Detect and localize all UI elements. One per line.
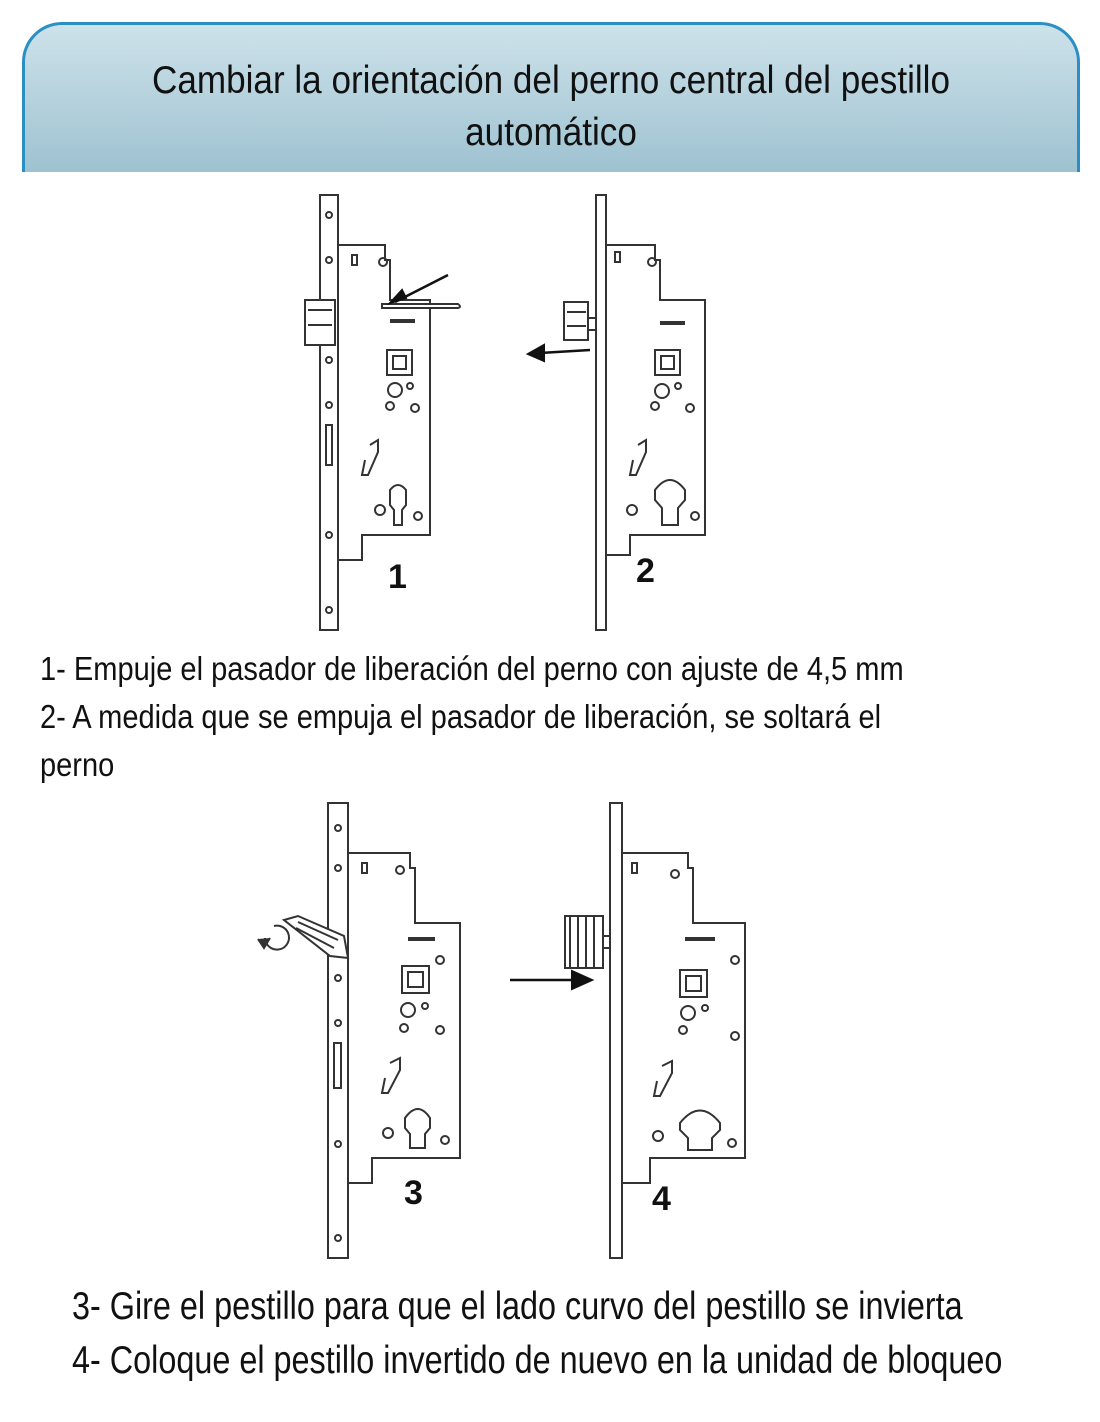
figure-1-number: 1 [388,558,407,596]
lock-diagram-2 [520,190,720,635]
step-1-text: 1- Empuje el pasador de liberación del perno con ajuste de 4,5 mm [40,650,904,687]
lock-diagram-1 [290,190,470,635]
figure-2-number: 2 [636,552,655,590]
step-2-text-continued: perno [40,746,115,783]
title-line-1: Cambiar la orientación del perno central del pestillo [151,59,950,102]
step-4-text: 4- Coloque el pestillo invertido de nuevo en la unidad de bloqueo [72,1339,1003,1382]
figure-3-number: 3 [404,1174,423,1212]
page-title [78,55,1025,159]
step-2-text: 2- A medida que se empuja el pasador de liberación, se soltará el [40,698,882,735]
step-3-text: 3- Gire el pestillo para que el lado curvo del pestillo se invierta [72,1285,963,1328]
title-line-2: automático [465,111,637,154]
lock-diagram-3 [240,798,480,1263]
lock-diagram-4 [500,798,760,1263]
title-banner [22,22,1080,172]
instructions-steps-3-4 [72,1280,1100,1388]
figure-4-number: 4 [652,1180,671,1218]
instructions-steps-1-2 [40,645,1021,789]
